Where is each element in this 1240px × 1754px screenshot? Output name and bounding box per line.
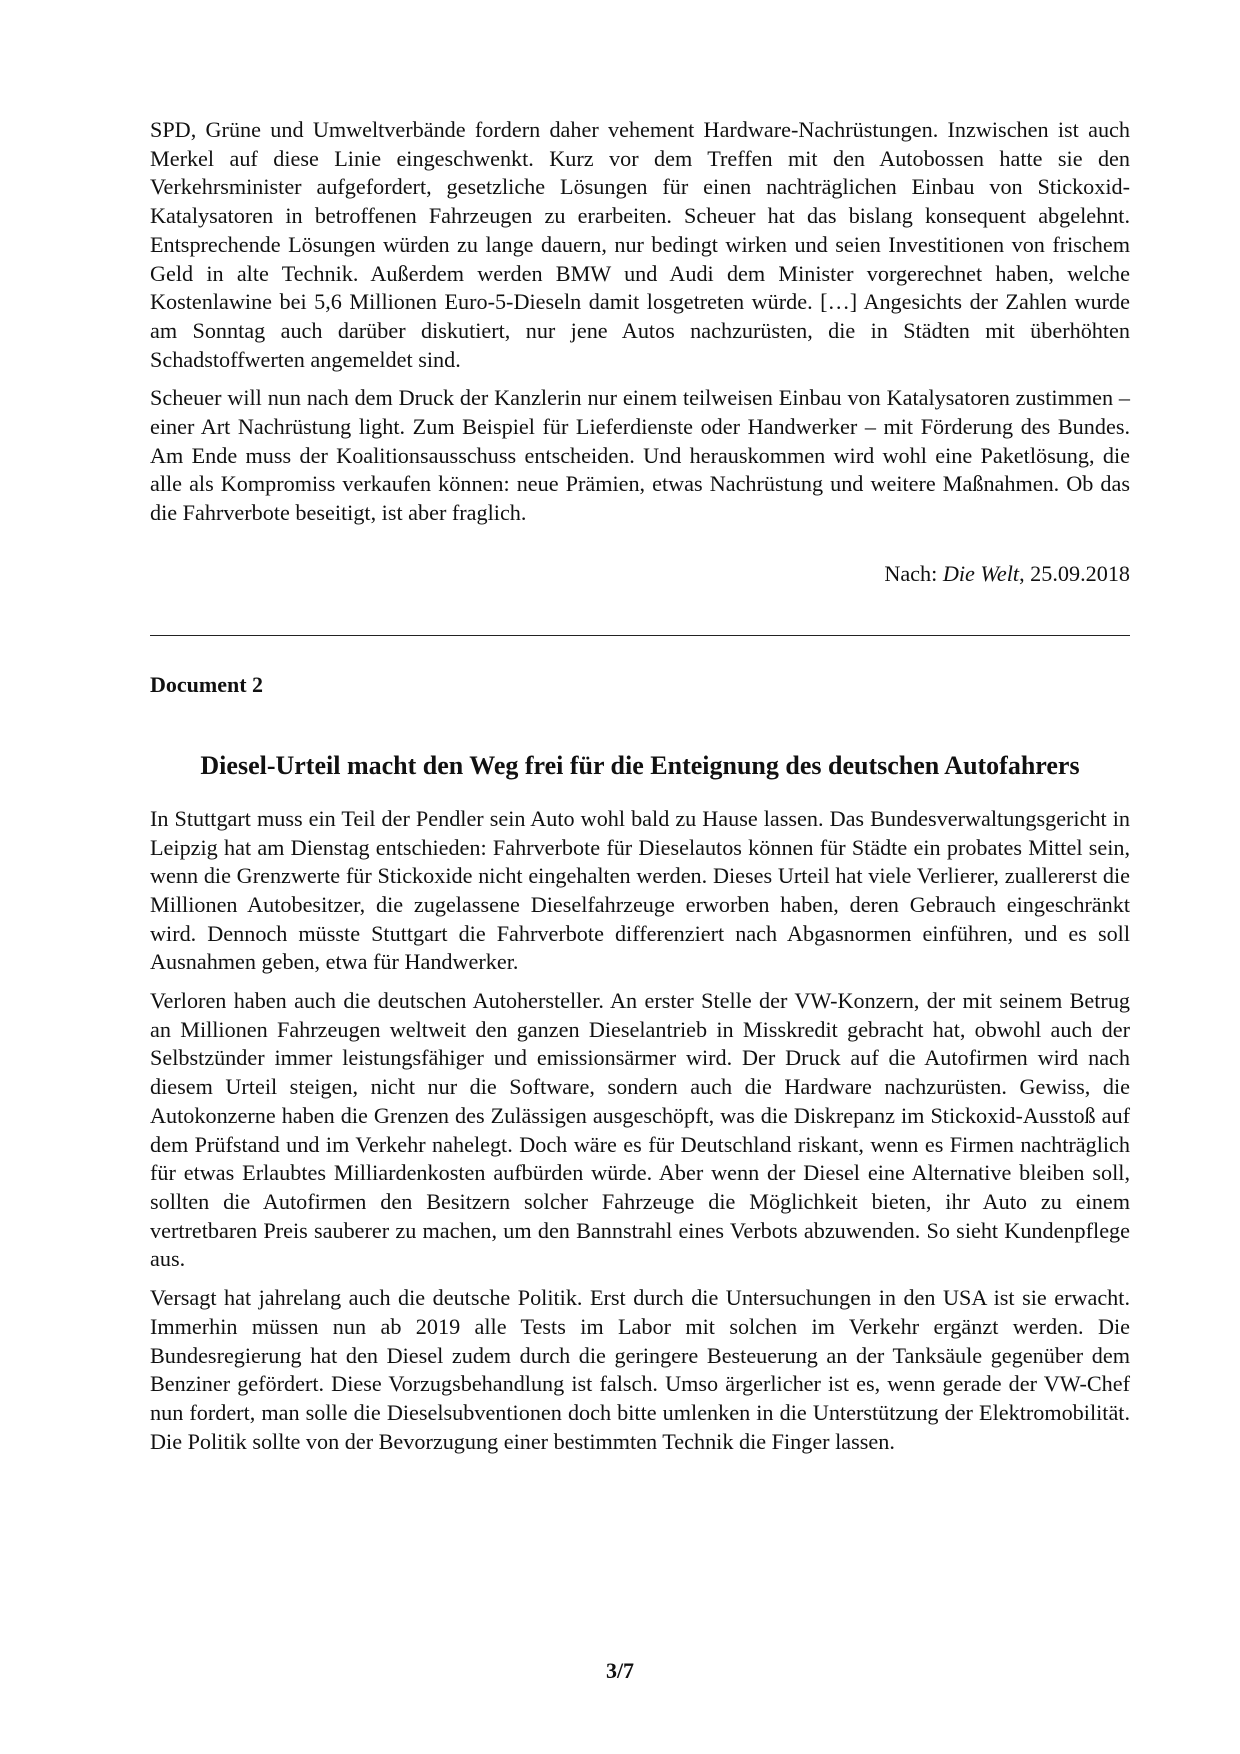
document-1-excerpt (150, 116, 1130, 588)
document-2 (150, 671, 1130, 1456)
doc1-source-citation (150, 560, 1130, 588)
document-2-title: Diesel-Urteil macht den Weg frei für die Enteignung des deutschen Autofahrers (200, 750, 1080, 780)
document-2-body (150, 805, 1130, 1456)
section-divider (150, 635, 1130, 636)
page-number: 3/7 (605, 1658, 635, 1683)
doc1-paragraph-2: Scheuer will nun nach dem Druck der Kanzlerin nur einem teilweisen Einbau von Katalysatoren zustimmen – einer Art Nachrüstung light. Zum Beispiel für Lieferdienste oder Handwerker – mit Förderung des Bundes. Am Ende muss der Koalitionsausschuss entscheiden. Und herauskommen wird wohl eine Paketlösung, die alle als Kompromiss verkaufen können: neue Prämien, etwas Nachrüstung und weitere Maßnahmen. Ob das die Fahrverbote beseitigt, ist aber fraglich. (150, 385, 1130, 526)
source-prefix: Nach: (884, 560, 943, 586)
source-date: , 25.09.2018 (1019, 560, 1130, 586)
page-content (150, 116, 1130, 1466)
doc2-paragraph-2: Verloren haben auch die deutschen Autohersteller. An erster Stelle der VW-Konzern, der mit seinem Betrug an Millionen Fahrzeugen weltweit den ganzen Dieselantrieb in Misskredit gebracht hat, obwohl auch der Selbstzünder immer leistungsfähiger und emissionsärmer wird. Der Druck auf die Autofirmen wird nach diesem Urteil steigen, nicht nur die Software, sondern auch die Hardware nachzurüsten. Gewiss, die Autokonzerne haben die Grenzen des Zulässigen ausgeschöpft, was die Diskrepanz im Stickoxid-Ausstoß auf dem Prüfstand und im Verkehr nahelegt. Doch wäre es für Deutschland riskant, wenn es Firmen nachträglich für etwas Erlaubtes Milliardenkosten aufbürden würde. Aber wenn der Diesel eine Alternative bleiben soll, sollten die Autofirmen den Besitzern solcher Fahrzeuge die Möglichkeit bieten, ihr Auto zu einem vertretbaren Preis sauberer zu machen, um den Bannstrahl eines Verbots abzuwenden. So sieht Kundenpflege aus. (150, 988, 1130, 1272)
doc2-paragraph-3: Versagt hat jahrelang auch die deutsche Politik. Erst durch die Untersuchungen in den USA ist sie erwacht. Immerhin müssen nun ab 2019 alle Tests im Labor mit solchen im Verkehr ergänzt werden. Die Bundesregierung hat den Diesel zudem durch die geringere Besteuerung an der Tanksäule gegenüber dem Benziner gefördert. Diese Vorzugsbehandlung ist falsch. Umso ärgerlicher ist es, wenn gerade der VW-Chef nun fordert, man solle die Dieselsubventionen doch bitte umlenken in die Unterstützung der Elektromobilität. Die Politik sollte von der Bevorzugung einer bestimmten Technik die Finger lassen. (150, 1285, 1130, 1454)
doc2-paragraph-1: In Stuttgart muss ein Teil der Pendler sein Auto wohl bald zu Hause lassen. Das Bundesverwaltungsgericht in Leipzig hat am Dienstag entschieden: Fahrverbote für Dieselautos können für Städte ein probates Mittel sein, wenn die Grenzwerte für Stickoxide nicht eingehalten werden. Dieses Urteil hat viele Verlierer, zuallererst die Millionen Autobesitzer, die zugelassene Dieselfahrzeuge erworben haben, deren Gebrauch eingeschränkt wird. Dennoch müsste Stuttgart die Fahrverbote differenziert nach Abgasnormen einführen, und es soll Ausnahmen geben, etwa für Handwerker. (150, 805, 1130, 975)
source-publication: Die Welt (942, 560, 1020, 586)
doc1-paragraph-1: SPD, Grüne und Umweltverbände fordern daher vehement Hardware-Nachrüstungen. Inzwischen ist auch Merkel auf diese Linie eingeschwenkt. Kurz vor dem Treffen mit den Autobossen hatte sie den Verkehrsminister aufgefordert, gesetzliche Lösungen für einen nachträglichen Einbau von Stickoxid-Katalysatoren in betroffenen Fahrzeugen zu erarbeiten. Scheuer hat das bislang konsequent abgelehnt. Entsprechende Lösungen würden zu lange dauern, nur bedingt wirken und seien Investitionen von frischem Geld in alte Technik. Außerdem werden BMW und Audi dem Minister vorgerechnet haben, welche Kostenlawine bei 5,6 Millionen Euro-5-Dieseln damit losgetreten würde. […] Angesichts der Zahlen wurde am Sonntag auch darüber diskutiert, nur jene Autos nachzurüsten, die in Städten mit überhöhten Schadstoffwerten angemeldet sind. (150, 117, 1130, 372)
document-2-label: Document 2 (150, 671, 264, 697)
